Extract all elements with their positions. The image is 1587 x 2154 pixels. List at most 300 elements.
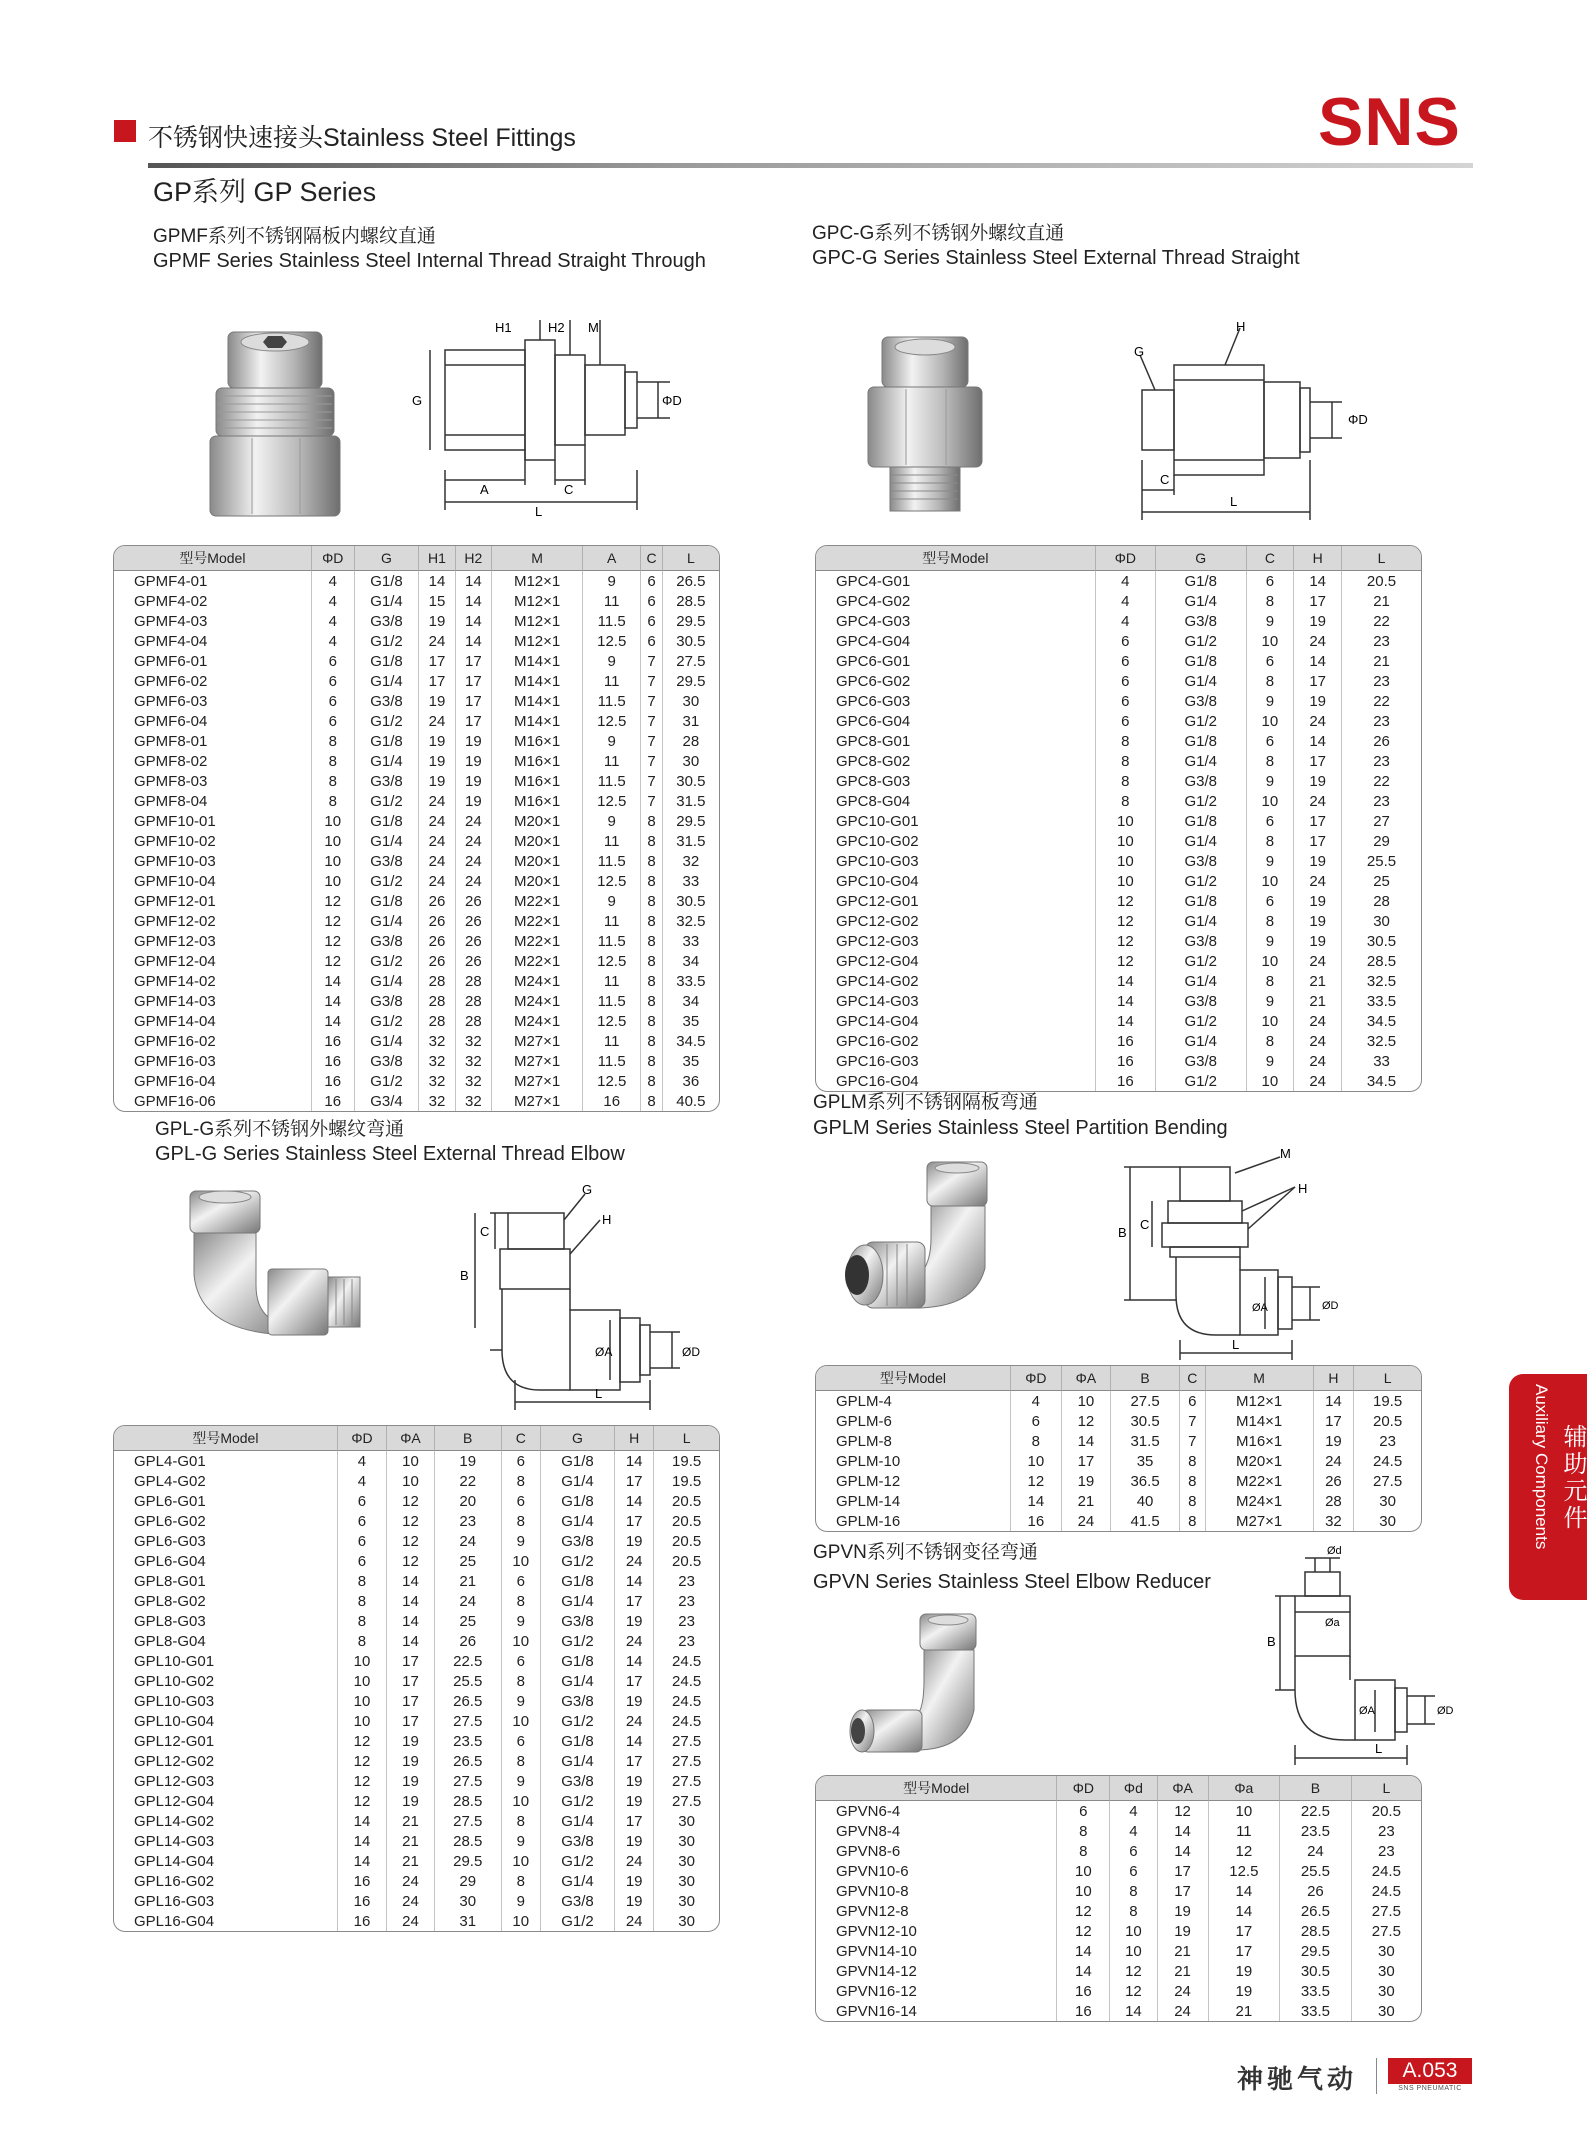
gpc-table-cell: 6 xyxy=(1096,711,1156,731)
gpmf-table-cell: GPMF6-03 xyxy=(114,691,312,711)
gplm-table-cell: 24.5 xyxy=(1372,1452,1403,1470)
gpmf-table-cell: G1/4 xyxy=(355,1031,420,1051)
gpmf-table-cell: 15 xyxy=(419,591,455,611)
gpc-table-cell: 6 xyxy=(1096,671,1156,691)
gpmf-table-cell: 28 xyxy=(682,732,700,750)
side-tab-cn: 辅助元件 xyxy=(1559,1424,1586,1532)
gpc-table-cell: 6 xyxy=(1247,891,1295,911)
gpc-col-header: 型号Model xyxy=(816,546,1096,571)
gpl-table-cell: G1/8 xyxy=(541,1571,615,1591)
gpmf-table-cell: 17 xyxy=(456,671,492,691)
gpc-table-row xyxy=(816,771,1421,791)
gpc-table-cell: G3/8 xyxy=(1156,691,1247,711)
gpl-table-cell: 24 xyxy=(435,1591,502,1611)
gpl-table-cell: 31 xyxy=(435,1911,502,1931)
gpmf-table-cell: 26 xyxy=(419,891,455,911)
gpl-table-row xyxy=(114,1551,719,1571)
gplm-table-cell: 10 xyxy=(1011,1451,1062,1471)
gpl-table-cell: 19 xyxy=(387,1771,435,1791)
gpmf-table-cell: 19 xyxy=(456,731,492,751)
gpc-table-cell: 30 xyxy=(1373,912,1390,930)
gpmf-table-row xyxy=(114,911,719,931)
gpvn-table-cell: 6 xyxy=(1110,1861,1157,1881)
gpl-table-cell: 19 xyxy=(615,1531,654,1551)
gpvn-table-cell: 12 xyxy=(1209,1841,1281,1861)
gpl-table-cell: G1/8 xyxy=(541,1731,615,1751)
gpmf-table-row xyxy=(114,711,719,731)
gplm-table-cell: 21 xyxy=(1062,1491,1111,1511)
gpc-table-cell: 10 xyxy=(1247,951,1295,971)
gpvn-table-cell: 23.5 xyxy=(1280,1821,1352,1841)
gpc-table-cell: 6 xyxy=(1247,731,1295,751)
gpl-table-cell: G1/2 xyxy=(541,1631,615,1651)
gpc-table-cell: 9 xyxy=(1247,1051,1295,1071)
gpc-table-cell: G1/4 xyxy=(1156,671,1247,691)
gpmf-table-cell: 11 xyxy=(583,971,641,991)
gplm-table-cell: 40 xyxy=(1111,1491,1180,1511)
gpl-table-cell: GPL10-G01 xyxy=(114,1651,338,1671)
gpmf-table-row xyxy=(114,731,719,751)
gpl-table-cell: 8 xyxy=(338,1591,387,1611)
gpc-table-cell: 21 xyxy=(1373,592,1390,610)
gpmf-table-cell: 10 xyxy=(312,831,355,851)
gpl-table-cell: 23.5 xyxy=(435,1731,502,1751)
gpc-table-cell: G1/4 xyxy=(1156,751,1247,771)
gpmf-table-cell: 6 xyxy=(312,711,355,731)
gpc-table-cell: 24 xyxy=(1294,871,1342,891)
gpc-table-cell: 19 xyxy=(1294,891,1342,911)
gpvn-dim-d: ØD xyxy=(1437,1705,1454,1717)
gpl-table-cell: 24.5 xyxy=(672,1672,702,1690)
gpc-table-cell: 16 xyxy=(1096,1071,1156,1091)
gpl-table-cell: 23 xyxy=(678,1612,695,1630)
gpc-table-cell: 9 xyxy=(1247,771,1295,791)
gpmf-table-cell: G1/2 xyxy=(355,631,420,651)
gpmf-table-cell: G1/8 xyxy=(355,811,420,831)
gpvn-table-cell: 23 xyxy=(1378,1822,1395,1840)
gpmf-table-cell: G1/2 xyxy=(355,791,420,811)
gpc-table-cell: GPC10-G02 xyxy=(816,831,1096,851)
gpl-table-cell: 10 xyxy=(338,1651,387,1671)
gpc-table-cell: G1/4 xyxy=(1156,1031,1247,1051)
gpl-table-cell: 24 xyxy=(615,1911,654,1931)
gpmf-table-cell: M22×1 xyxy=(492,911,583,931)
gpvn-table-cell: 24 xyxy=(1158,2001,1209,2021)
gpc-table-cell: 32.5 xyxy=(1366,972,1397,990)
gpmf-table-cell: 16 xyxy=(312,1051,355,1071)
gpl-table-cell: 30 xyxy=(678,1912,695,1930)
gpc-table-row xyxy=(816,611,1421,631)
gpvn-table-cell: 4 xyxy=(1110,1821,1157,1841)
gplm-col-header: H xyxy=(1314,1366,1354,1391)
gpmf-table-cell: M27×1 xyxy=(492,1071,583,1091)
gpc-table-row xyxy=(816,871,1421,891)
gpc-table-cell: 10 xyxy=(1247,791,1295,811)
gpl-table-cell: 4 xyxy=(338,1471,387,1491)
gpc-table-cell: GPC8-G03 xyxy=(816,771,1096,791)
gpvn-table-row xyxy=(816,1841,1421,1861)
gpmf-table-cell: 32.5 xyxy=(676,912,706,930)
gpc-table-cell: G1/4 xyxy=(1156,831,1247,851)
gpmf-table-row xyxy=(114,751,719,771)
gpmf-table-cell: 11.5 xyxy=(583,991,641,1011)
gpl-dim-c: C xyxy=(480,1224,490,1239)
gpc-dim-l: L xyxy=(1230,494,1238,509)
gpc-table-row xyxy=(816,931,1421,951)
gplm-title-en: GPLM Series Stainless Steel Partition Bending xyxy=(813,1117,1228,1139)
gpmf-table-cell: G3/8 xyxy=(355,1051,420,1071)
gpmf-table-cell: 17 xyxy=(419,671,455,691)
gpmf-table-cell: 6 xyxy=(312,691,355,711)
gpmf-table-cell: GPMF8-03 xyxy=(114,771,312,791)
gpl-table-cell: 14 xyxy=(338,1811,387,1831)
gpvn-table-row xyxy=(816,1801,1421,1821)
gpmf-title-en: GPMF Series Stainless Steel Internal Thread Straight Through xyxy=(153,250,706,272)
gpl-table-cell: G1/4 xyxy=(541,1811,615,1831)
gplm-dim-d: ØD xyxy=(1322,1300,1339,1312)
gpmf-table-cell: 8 xyxy=(641,911,662,931)
gpmf-table-cell: 10 xyxy=(312,811,355,831)
gpmf-table-cell: 14 xyxy=(312,991,355,1011)
gpc-table-cell: 23 xyxy=(1373,792,1390,810)
footer-brand: 神驰气动 xyxy=(1237,2064,1358,2094)
gpc-table-cell: 24 xyxy=(1294,1071,1342,1091)
gpvn-table-cell: 14 xyxy=(1158,1841,1209,1861)
gpl-table-cell: 27.5 xyxy=(435,1711,502,1731)
gpl-dim-d: ØD xyxy=(682,1345,700,1359)
gpl-table-cell: 23 xyxy=(678,1572,695,1590)
gpc-table-cell: 4 xyxy=(1096,591,1156,611)
gpmf-table-cell: 4 xyxy=(312,611,355,631)
gpc-dim-h: H xyxy=(1236,320,1246,334)
gpc-title-cn: GPC-G系列不锈钢外螺纹直通 xyxy=(812,223,1065,244)
gpmf-table-cell: 16 xyxy=(312,1071,355,1091)
gplm-table-cell: 36.5 xyxy=(1111,1471,1180,1491)
gpl-table-row xyxy=(114,1771,719,1791)
gpl-table-cell: 16 xyxy=(338,1891,387,1911)
gpmf-table-cell: 32 xyxy=(456,1051,492,1071)
gpl-table-cell: GPL14-G02 xyxy=(114,1811,338,1831)
gpvn-table-cell: 8 xyxy=(1057,1841,1110,1861)
gpl-table-cell: 20.5 xyxy=(672,1492,702,1510)
gpmf-table-cell: G1/8 xyxy=(355,651,420,671)
gpl-table-cell: G1/2 xyxy=(541,1551,615,1571)
gpc-table-cell: G1/4 xyxy=(1156,591,1247,611)
gpvn-table-cell: 25.5 xyxy=(1280,1861,1352,1881)
gpc-table-cell: G3/8 xyxy=(1156,991,1247,1011)
gpl-table-cell: G3/8 xyxy=(541,1531,615,1551)
gpl-table-cell: 27.5 xyxy=(672,1792,702,1810)
gpvn-table-cell: 17 xyxy=(1209,1921,1281,1941)
gpmf-table-cell: G1/8 xyxy=(355,731,420,751)
gpmf-table-row xyxy=(114,871,719,891)
gpmf-table-cell: 26 xyxy=(419,911,455,931)
gpmf-table-cell: 28 xyxy=(419,991,455,1011)
gpl-table-cell: 14 xyxy=(615,1571,654,1591)
gpl-table-cell: 19 xyxy=(615,1891,654,1911)
gpmf-table-cell: GPMF8-02 xyxy=(114,751,312,771)
gpvn-dim-a: ØA xyxy=(1359,1705,1375,1717)
gpl-table-cell: 12 xyxy=(387,1551,435,1571)
gpmf-col-header: H1 xyxy=(419,546,455,571)
gpvn-table-cell: 30 xyxy=(1378,2002,1395,2020)
gpl-table-cell: 26 xyxy=(435,1631,502,1651)
gplm-table-cell: 23 xyxy=(1379,1432,1396,1450)
gpmf-table-cell: 8 xyxy=(641,811,662,831)
gpl-table-cell: 12 xyxy=(338,1731,387,1751)
gpl-table-cell: 29 xyxy=(435,1871,502,1891)
gpc-table-cell: 10 xyxy=(1096,851,1156,871)
gpvn-table-cell: 12 xyxy=(1057,1901,1110,1921)
gpmf-table-cell: 32 xyxy=(419,1051,455,1071)
gpvn-table-cell: 10 xyxy=(1057,1881,1110,1901)
gpc-table-cell: 8 xyxy=(1247,1031,1295,1051)
gpc-table-cell: GPC4-G04 xyxy=(816,631,1096,651)
gpvn-table-cell: 10 xyxy=(1209,1801,1281,1821)
gpvn-table-cell: 28.5 xyxy=(1280,1921,1352,1941)
gpc-table-cell: GPC10-G01 xyxy=(816,811,1096,831)
gpl-table-cell: GPL12-G01 xyxy=(114,1731,338,1751)
gpmf-table-cell: M12×1 xyxy=(492,571,583,591)
gpc-table-cell: GPC8-G01 xyxy=(816,731,1096,751)
gpc-table-cell: 24 xyxy=(1294,711,1342,731)
gpc-table-cell: GPC6-G01 xyxy=(816,651,1096,671)
gplm-table-cell: GPLM-16 xyxy=(816,1511,1011,1531)
gpl-table-cell: 6 xyxy=(338,1511,387,1531)
gpl-table-cell: 14 xyxy=(387,1631,435,1651)
gpmf-table-cell: 32 xyxy=(456,1091,492,1111)
gpc-table-cell: GPC4-G03 xyxy=(816,611,1096,631)
gpmf-table-cell: GPMF16-06 xyxy=(114,1091,312,1111)
gpmf-table-cell: GPMF10-02 xyxy=(114,831,312,851)
gpl-table-cell: 17 xyxy=(387,1691,435,1711)
gpc-table-cell: 8 xyxy=(1096,751,1156,771)
gpc-table-cell: 8 xyxy=(1096,791,1156,811)
gpl-col-header: C xyxy=(502,1426,541,1451)
gpvn-table-cell: GPVN8-6 xyxy=(816,1841,1057,1861)
gpl-table-cell: GPL12-G02 xyxy=(114,1751,338,1771)
gpl-table-cell: GPL6-G02 xyxy=(114,1511,338,1531)
gpmf-table-cell: 28 xyxy=(419,1011,455,1031)
gpvn-dim-small-a: Øa xyxy=(1325,1617,1340,1629)
gpl-table-cell: G3/8 xyxy=(541,1891,615,1911)
side-tab-en: Auxiliary Components xyxy=(1532,1384,1551,1550)
gpl-table-cell: 24 xyxy=(615,1711,654,1731)
gpmf-title-cn: GPMF系列不锈钢隔板内螺纹直通 xyxy=(153,226,436,247)
gpmf-table-cell: 7 xyxy=(641,671,662,691)
gpmf-table-cell: 8 xyxy=(641,991,662,1011)
gpc-table-cell: GPC8-G02 xyxy=(816,751,1096,771)
gpc-table-cell: 22 xyxy=(1373,692,1390,710)
gplm-table-row xyxy=(816,1431,1421,1451)
gpmf-table-cell: 30.5 xyxy=(676,632,706,650)
gpvn-table-row xyxy=(816,1861,1421,1881)
gpmf-table-cell: 24 xyxy=(419,631,455,651)
gpmf-table-cell: 11 xyxy=(583,591,641,611)
gpmf-table-cell: M12×1 xyxy=(492,611,583,631)
gpl-table-cell: 23 xyxy=(678,1592,695,1610)
gpl-table-row xyxy=(114,1871,719,1891)
gpmf-table-cell: GPMF10-04 xyxy=(114,871,312,891)
gpl-table-cell: 25 xyxy=(435,1551,502,1571)
gplm-table-cell: 26 xyxy=(1314,1471,1354,1491)
gpmf-table-cell: 7 xyxy=(641,771,662,791)
gpc-table-row xyxy=(816,671,1421,691)
gpmf-table-cell: 36 xyxy=(682,1072,700,1090)
gpl-table-cell: 20.5 xyxy=(672,1512,702,1530)
gpmf-table-cell: 24 xyxy=(419,851,455,871)
gpmf-table-cell: 12.5 xyxy=(583,951,641,971)
gpl-table-cell: 19 xyxy=(615,1611,654,1631)
gpmf-table-cell: 8 xyxy=(641,1091,662,1111)
gpl-table-cell: 16 xyxy=(338,1871,387,1891)
gpmf-table-cell: 12.5 xyxy=(583,791,641,811)
gpvn-col-header: B xyxy=(1280,1776,1352,1801)
gpmf-table-cell: 11.5 xyxy=(583,771,641,791)
gpl-table-cell: 19 xyxy=(387,1791,435,1811)
gpvn-table-cell: 29.5 xyxy=(1280,1941,1352,1961)
gpmf-col-header: ΦD xyxy=(312,546,355,571)
gpmf-table-cell: 27.5 xyxy=(676,652,706,670)
gpmf-table-cell: 31 xyxy=(682,712,700,730)
gpc-table-cell: 10 xyxy=(1247,871,1295,891)
gpmf-table-cell: 4 xyxy=(312,631,355,651)
gpl-table-cell: 14 xyxy=(387,1571,435,1591)
gpl-table-cell: G3/8 xyxy=(541,1611,615,1631)
gpl-table-row xyxy=(114,1691,719,1711)
gpc-table-cell: 9 xyxy=(1247,611,1295,631)
gpl-table-cell: G3/8 xyxy=(541,1691,615,1711)
gpvn-table-cell: 4 xyxy=(1110,1801,1157,1821)
gpmf-table-cell: 8 xyxy=(641,1011,662,1031)
gpl-table-cell: 26.5 xyxy=(435,1751,502,1771)
gpvn-table-cell: 21 xyxy=(1158,1941,1209,1961)
gpmf-table-cell: M27×1 xyxy=(492,1091,583,1111)
gpc-table-cell: 8 xyxy=(1096,771,1156,791)
gpc-table-cell: 10 xyxy=(1096,871,1156,891)
gpl-table-cell: 9 xyxy=(502,1691,541,1711)
gpc-table-cell: 8 xyxy=(1247,831,1295,851)
gpl-dim-l: L xyxy=(595,1386,603,1401)
gpmf-table-cell: 19 xyxy=(456,791,492,811)
gpmf-col-header: C xyxy=(641,546,662,571)
gpmf-table-cell: 7 xyxy=(641,691,662,711)
gpc-table-row xyxy=(816,1051,1421,1071)
gpl-table-cell: 14 xyxy=(615,1731,654,1751)
gplm-dim-h: H xyxy=(1298,1181,1308,1196)
gpmf-table-row xyxy=(114,691,719,711)
gpl-table-cell: GPL14-G03 xyxy=(114,1831,338,1851)
gpmf-table-row xyxy=(114,591,719,611)
gpl-table-cell: 10 xyxy=(502,1631,541,1651)
gpmf-table-cell: GPMF14-02 xyxy=(114,971,312,991)
gpc-table-cell: 19 xyxy=(1294,911,1342,931)
gpc-table-cell: 28 xyxy=(1373,892,1390,910)
gpmf-table-cell: 7 xyxy=(641,651,662,671)
gpmf-table-cell: 24 xyxy=(419,791,455,811)
gpc-table-cell: GPC12-G01 xyxy=(816,891,1096,911)
gpmf-product-photo xyxy=(200,330,350,520)
gpvn-table-cell: 14 xyxy=(1057,1941,1110,1961)
gpl-table-cell: 29.5 xyxy=(435,1851,502,1871)
gplm-table-cell: M12×1 xyxy=(1206,1391,1314,1411)
gpl-table-row xyxy=(114,1851,719,1871)
gpvn-table-cell: 22.5 xyxy=(1280,1801,1352,1821)
gplm-table-cell: GPLM-8 xyxy=(816,1431,1011,1451)
gpmf-table-cell: 19 xyxy=(419,611,455,631)
gpl-table-cell: 27.5 xyxy=(435,1771,502,1791)
gpmf-table-cell: 6 xyxy=(312,651,355,671)
gpmf-table-cell: 4 xyxy=(312,591,355,611)
gpvn-table-cell: 16 xyxy=(1057,2001,1110,2021)
gpmf-spec-table xyxy=(113,545,720,1112)
gplm-table-cell: GPLM-12 xyxy=(816,1471,1011,1491)
gpvn-table-cell: 17 xyxy=(1209,1941,1281,1961)
gplm-table-cell: 30 xyxy=(1379,1492,1396,1510)
gpc-table-cell: 8 xyxy=(1247,911,1295,931)
gpmf-table-cell: 19 xyxy=(419,771,455,791)
gpc-dim-c: C xyxy=(1160,472,1170,487)
gpmf-table-cell: GPMF10-01 xyxy=(114,811,312,831)
gpmf-table-cell: G1/4 xyxy=(355,911,420,931)
page-title: 不锈钢快速接头Stainless Steel Fittings xyxy=(148,124,576,152)
gpc-table-row xyxy=(816,1011,1421,1031)
gpl-table-cell: GPL8-G02 xyxy=(114,1591,338,1611)
gpmf-table-cell: M12×1 xyxy=(492,631,583,651)
gpmf-table-cell: 26 xyxy=(456,911,492,931)
gpc-table-cell: 9 xyxy=(1247,991,1295,1011)
gpl-table-cell: 10 xyxy=(502,1711,541,1731)
gplm-table-cell: 30.5 xyxy=(1111,1411,1180,1431)
gpl-table-cell: 10 xyxy=(338,1671,387,1691)
gpl-table-cell: 19.5 xyxy=(672,1452,702,1470)
gpc-table-row xyxy=(816,891,1421,911)
gplm-dim-a: ØA xyxy=(1252,1302,1268,1314)
gpl-table-cell: 9 xyxy=(502,1891,541,1911)
gpvn-table-cell: 12 xyxy=(1110,1981,1157,2001)
gplm-table-cell: 24 xyxy=(1062,1511,1111,1531)
gpl-table-cell: G1/8 xyxy=(541,1451,615,1471)
gpl-table-cell: 17 xyxy=(615,1751,654,1771)
gpmf-table-cell: 19 xyxy=(419,691,455,711)
gpvn-table-row xyxy=(816,1941,1421,1961)
gpc-table-cell: G1/8 xyxy=(1156,651,1247,671)
gpl-table-cell: G1/4 xyxy=(541,1671,615,1691)
gpl-dim-g: G xyxy=(582,1182,593,1197)
gpl-table-cell: 30 xyxy=(678,1852,695,1870)
gpmf-col-header: A xyxy=(583,546,641,571)
gpvn-table-row xyxy=(816,1881,1421,1901)
gpc-table-cell: 10 xyxy=(1096,811,1156,831)
gpvn-table-cell: 6 xyxy=(1110,1841,1157,1861)
gpc-col-header: H xyxy=(1294,546,1342,571)
gpvn-title-cn: GPVN系列不锈钢变径弯通 xyxy=(813,1542,1038,1563)
gpvn-table-cell: 8 xyxy=(1110,1901,1157,1921)
gpvn-col-header: L xyxy=(1352,1776,1421,1801)
gpl-table-cell: 30 xyxy=(678,1872,695,1890)
gpl-col-header: 型号Model xyxy=(114,1426,338,1451)
gpmf-table-cell: 4 xyxy=(312,571,355,591)
gpmf-table-cell: 12 xyxy=(312,951,355,971)
gpl-table-cell: 17 xyxy=(615,1811,654,1831)
gpmf-table-cell: M14×1 xyxy=(492,671,583,691)
gpmf-table-cell: 11.5 xyxy=(583,851,641,871)
gpl-table-cell: 23 xyxy=(678,1632,695,1650)
gpvn-table-cell: 19 xyxy=(1209,1961,1281,1981)
gpvn-dim-b: B xyxy=(1267,1634,1276,1649)
gpmf-table-cell: 28 xyxy=(419,971,455,991)
gpmf-table-cell: 8 xyxy=(641,1051,662,1071)
